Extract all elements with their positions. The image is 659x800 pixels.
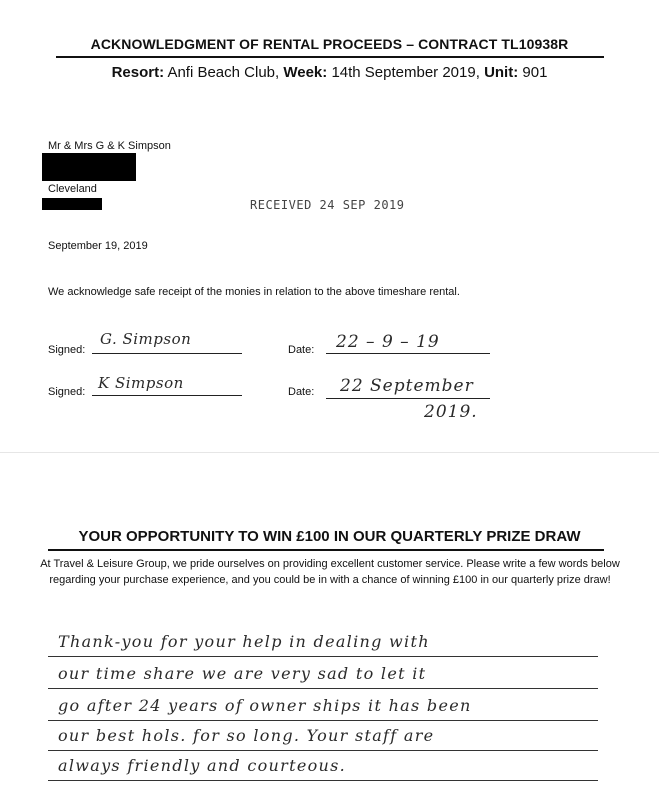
resort-value: Anfi Beach Club, (167, 64, 280, 81)
signature-line-1 (92, 353, 242, 354)
received-stamp: RECEIVED 24 SEP 2019 (250, 198, 405, 212)
signature-line-2 (92, 395, 242, 396)
letter-body: We acknowledge safe receipt of the monies in relation to the above timeshare rental. (48, 286, 460, 298)
week-value: 14th September 2019, (331, 64, 480, 81)
date-value-2-year: 2019. (424, 402, 478, 422)
writing-line-5 (48, 780, 598, 781)
resort-details-line (0, 64, 659, 81)
resort-label: Resort: (111, 64, 165, 81)
unit-label: Unit: (484, 64, 519, 81)
comment-line-1: Thank-you for your help in dealing with (58, 632, 430, 651)
week-label: Week: (283, 64, 328, 81)
date-value-2: 22 September (340, 376, 474, 396)
title-underline (56, 56, 604, 58)
comment-line-3: go after 24 years of owner ships it has been (58, 696, 472, 715)
letter-date: September 19, 2019 (48, 240, 148, 252)
writing-line-1 (48, 656, 598, 657)
prize-title-underline (48, 549, 604, 551)
comment-line-4: our best hols. for so long. Your staff are (58, 726, 435, 745)
prize-draw-instructions: At Travel & Leisure Group, we pride ourselves on providing excellent customer service. Please write a few words below regarding your purchase experience, and you could be in with a chance of winning £100 in our quarterly prize draw! (40, 558, 620, 586)
date-value-1: 22 – 9 – 19 (336, 332, 440, 352)
comment-line-2: our time share we are very sad to let it (58, 664, 427, 683)
recipient-name: Mr & Mrs G & K Simpson (48, 140, 171, 152)
date-label-2: Date: (288, 386, 315, 398)
page-fold-line (0, 452, 659, 453)
recipient-city: Cleveland (48, 183, 97, 195)
comment-line-5: always friendly and courteous. (58, 756, 347, 775)
redacted-postcode (42, 198, 102, 210)
date-label-1: Date: (288, 344, 315, 356)
writing-line-3 (48, 720, 598, 721)
redacted-address-block (42, 153, 136, 181)
signature-1: G. Simpson (100, 330, 192, 348)
document-title: ACKNOWLEDGMENT OF RENTAL PROCEEDS – CONTRACT TL10938R (90, 36, 569, 52)
signed-label-2: Signed: (48, 386, 86, 398)
signed-label-1: Signed: (48, 344, 86, 356)
unit-value: 901 (522, 64, 548, 81)
prize-draw-title: YOUR OPPORTUNITY TO WIN £100 IN OUR QUARTERLY PRIZE DRAW (78, 528, 581, 545)
signature-2: K Simpson (98, 374, 184, 392)
date-line-2 (326, 398, 490, 399)
date-line-1 (326, 353, 490, 354)
writing-line-4 (48, 750, 598, 751)
writing-line-2 (48, 688, 598, 689)
